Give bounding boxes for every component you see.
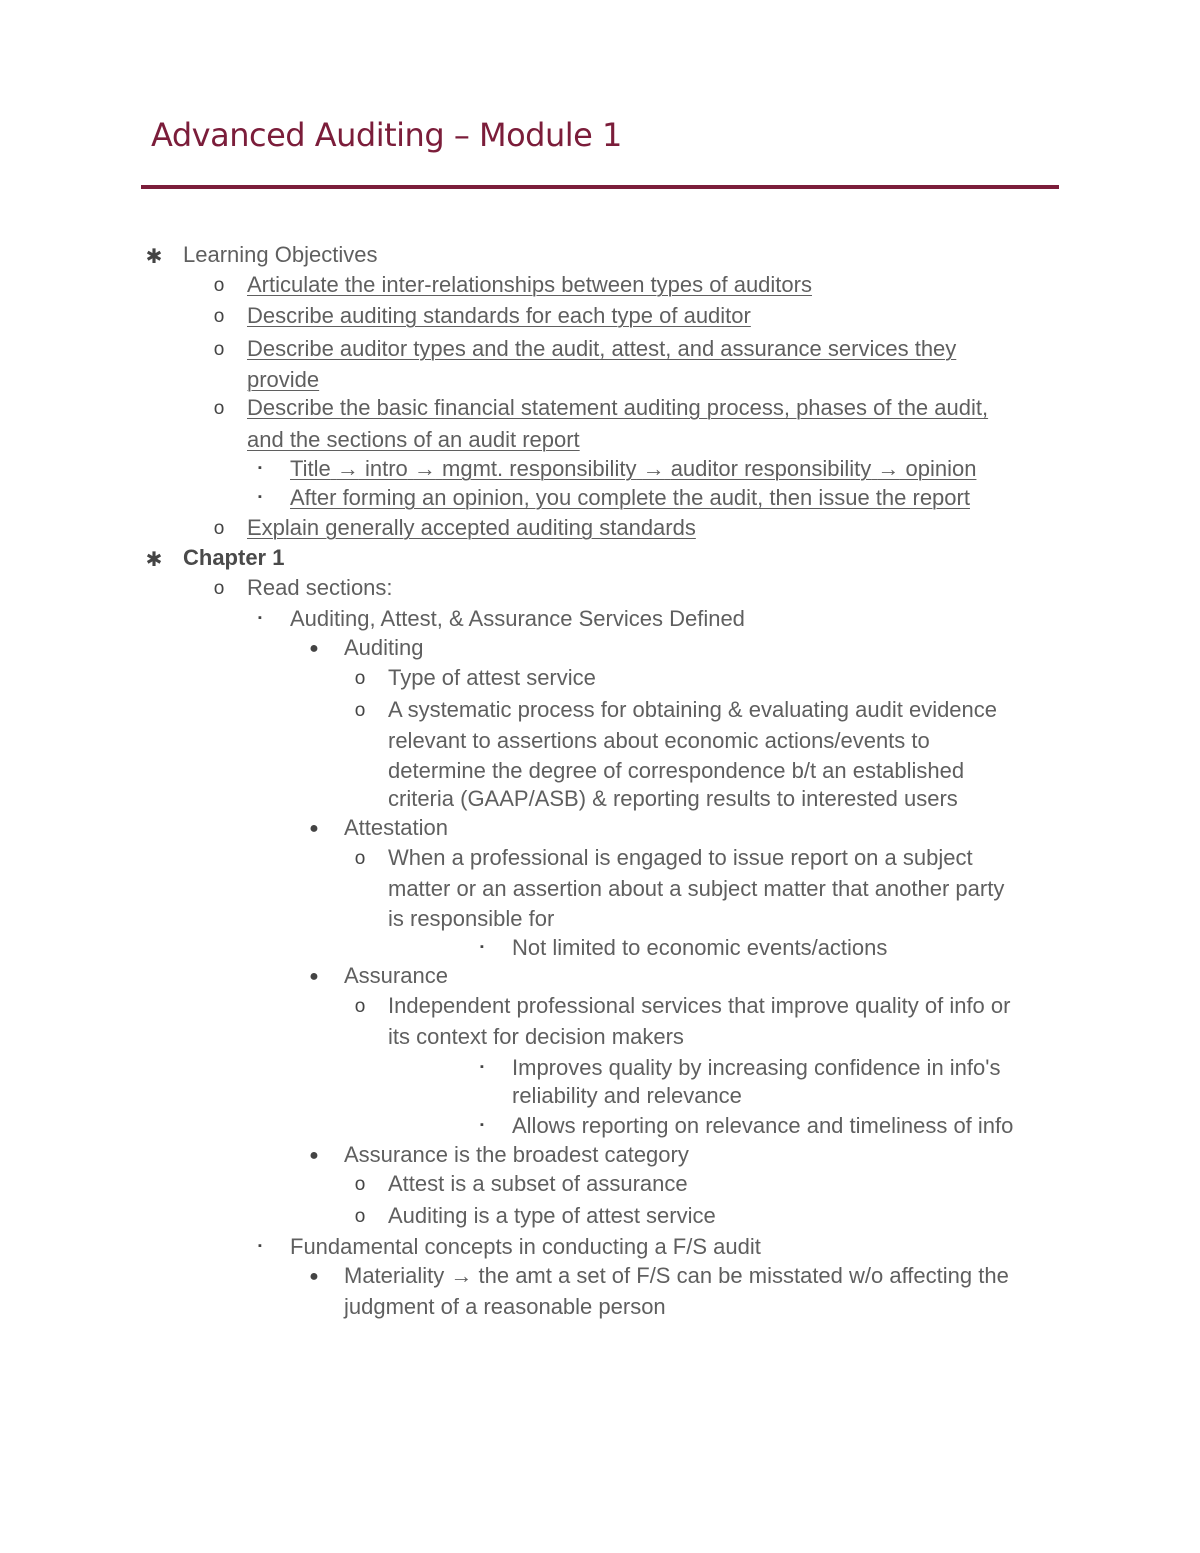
- list-item-continued: judgment of a reasonable person: [344, 1294, 666, 1319]
- objective-item-continued: provide: [247, 367, 320, 392]
- list-item-continued: its context for decision makers: [388, 1024, 684, 1049]
- objective-item: Describe auditing standards for each type of auditor: [247, 303, 751, 328]
- sequence-step: intro: [365, 456, 408, 481]
- list-item: Read sections:: [247, 575, 393, 600]
- title-divider: [141, 185, 1059, 189]
- list-item: Allows reporting on relevance and timeliness of info: [512, 1113, 1014, 1138]
- list-item: A systematic process for obtaining & evaluating audit evidence: [388, 697, 998, 722]
- list-item: Type of attest service: [388, 665, 596, 690]
- list-item: Independent professional services that improve quality of info or: [388, 993, 1011, 1018]
- list-item: Attestation: [344, 815, 448, 840]
- square-bullet-icon: ▪: [258, 612, 262, 624]
- list-item: Auditing is a type of attest service: [388, 1203, 716, 1228]
- objective-item-continued: and the sections of an audit report: [247, 427, 580, 452]
- sub-item: After forming an opinion, you complete the audit, then issue the report: [290, 485, 970, 510]
- circle-bullet-icon: o: [213, 339, 225, 360]
- objective-item: Describe the basic financial statement auditing process, phases of the audit,: [247, 395, 989, 420]
- arrow-icon: →: [877, 456, 900, 481]
- circle-bullet-icon: o: [213, 578, 225, 599]
- circle-bullet-icon: o: [213, 398, 225, 419]
- circle-bullet-icon: o: [354, 848, 366, 869]
- definition: the amt a set of F/S can be misstated w/o affecting the: [478, 1263, 1009, 1288]
- circle-bullet-icon: o: [354, 700, 366, 721]
- section-heading-learning-objectives: Learning Objectives: [183, 242, 378, 267]
- objective-item: Explain generally accepted auditing standards: [247, 515, 696, 540]
- list-item: When a professional is engaged to issue report on a subject: [388, 845, 973, 870]
- report-sections-sequence: [290, 454, 976, 483]
- list-item: Auditing: [344, 635, 424, 660]
- objective-item: Describe auditor types and the audit, attest, and assurance services they: [247, 336, 957, 361]
- list-item-continued: determine the degree of correspondence b/t an established: [388, 758, 965, 783]
- document-title: Advanced Auditing – Module 1: [151, 116, 622, 154]
- square-bullet-icon: ▪: [480, 1061, 484, 1073]
- section-heading-chapter-1: Chapter 1: [183, 545, 285, 570]
- list-item-continued: criteria (GAAP/ASB) & reporting results to interested users: [388, 786, 958, 811]
- list-item: Attest is a subset of assurance: [388, 1171, 688, 1196]
- list-item: Not limited to economic events/actions: [512, 935, 888, 960]
- list-item-continued: is responsible for: [388, 906, 555, 931]
- sequence-step: auditor responsibility: [670, 456, 872, 481]
- circle-bullet-icon: o: [213, 275, 225, 296]
- square-bullet-icon: ▪: [258, 491, 262, 503]
- arrow-icon: →: [642, 456, 665, 481]
- dot-bullet-icon: ●: [309, 1147, 319, 1164]
- square-bullet-icon: ▪: [258, 462, 262, 474]
- list-item: Improves quality by increasing confidence in info's: [512, 1055, 1001, 1080]
- circle-bullet-icon: o: [354, 668, 366, 689]
- arrow-icon: →: [336, 456, 359, 481]
- sequence-step: mgmt. responsibility: [442, 456, 637, 481]
- square-bullet-icon: ▪: [480, 1119, 484, 1131]
- star-bullet-icon: ✱: [145, 549, 163, 571]
- dot-bullet-icon: ●: [309, 640, 319, 657]
- list-item: Assurance: [344, 963, 448, 988]
- circle-bullet-icon: o: [354, 1174, 366, 1195]
- objective-item: Articulate the inter-relationships between types of auditors: [247, 272, 812, 297]
- list-item-continued: relevant to assertions about economic actions/events to: [388, 728, 930, 753]
- list-item-continued: reliability and relevance: [512, 1083, 742, 1108]
- list-item: [344, 1261, 1009, 1290]
- circle-bullet-icon: o: [213, 306, 225, 327]
- square-bullet-icon: ▪: [480, 941, 484, 953]
- dot-bullet-icon: ●: [309, 820, 319, 837]
- arrow-icon: →: [450, 1263, 473, 1288]
- list-item: Auditing, Attest, & Assurance Services Defined: [290, 606, 745, 631]
- dot-bullet-icon: ●: [309, 968, 319, 985]
- term: Materiality: [344, 1263, 445, 1288]
- circle-bullet-icon: o: [354, 1206, 366, 1227]
- sequence-step: Title: [290, 456, 331, 481]
- circle-bullet-icon: o: [213, 518, 225, 539]
- dot-bullet-icon: ●: [309, 1268, 319, 1285]
- sequence-step: opinion: [905, 456, 977, 481]
- star-bullet-icon: ✱: [145, 246, 163, 268]
- list-item: Assurance is the broadest category: [344, 1142, 689, 1167]
- list-item-continued: matter or an assertion about a subject matter that another party: [388, 876, 1005, 901]
- square-bullet-icon: ▪: [258, 1240, 262, 1252]
- list-item: Fundamental concepts in conducting a F/S audit: [290, 1234, 761, 1259]
- arrow-icon: →: [413, 456, 436, 481]
- circle-bullet-icon: o: [354, 996, 366, 1017]
